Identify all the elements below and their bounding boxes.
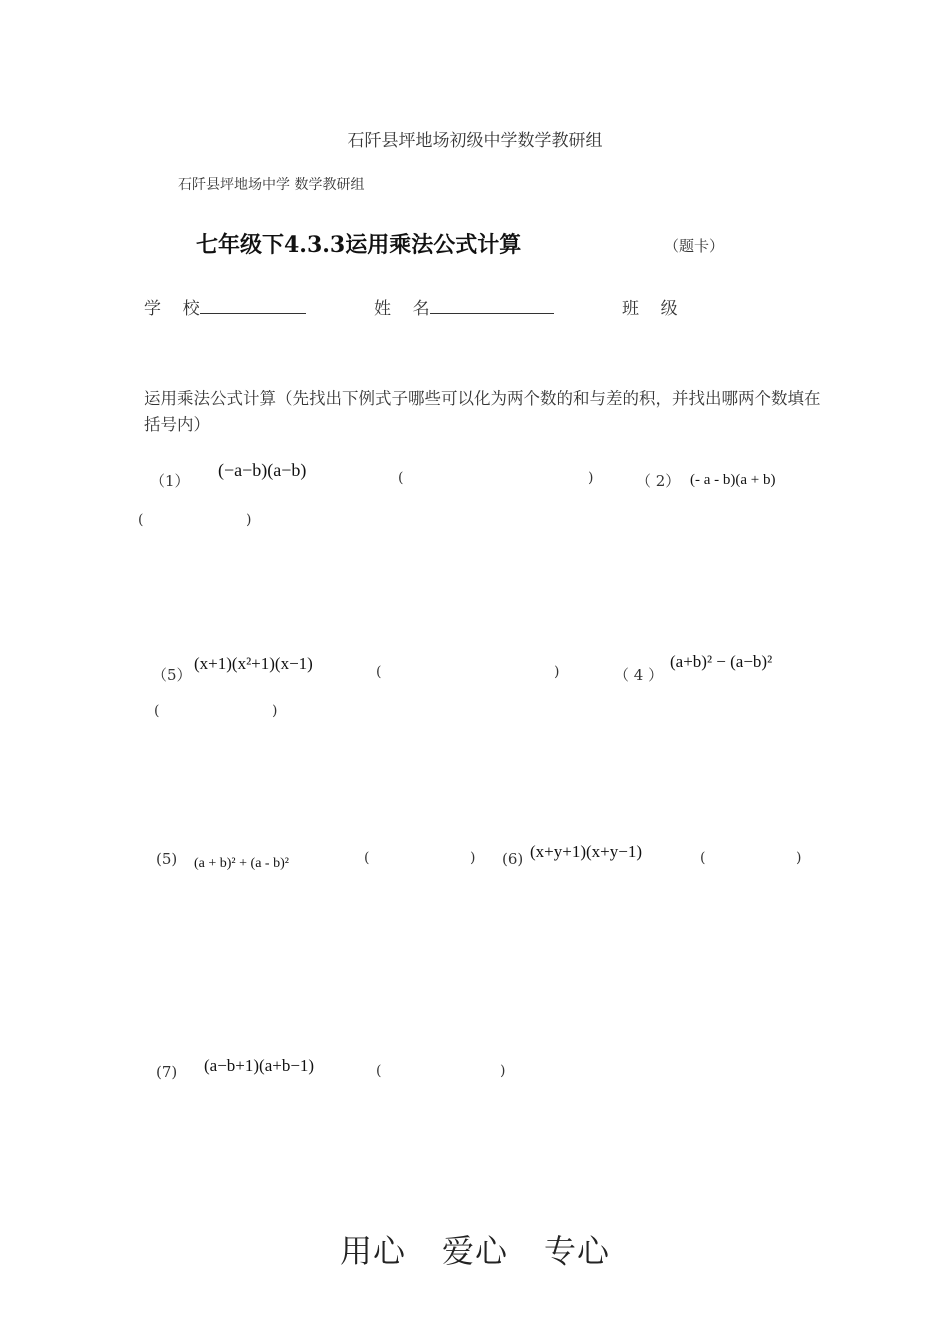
- page-title: 七年级下4.3.3运用乘法公式计算: [196, 232, 522, 258]
- answer-2-open-paren[interactable]: (: [138, 512, 144, 528]
- problem-6-expression: (x+y+1)(x+y−1): [530, 842, 642, 861]
- school-label: 学 校: [144, 299, 200, 319]
- name-label: 姓 名: [374, 299, 430, 319]
- problem-4-expression: (a+b)² − (a−b)²: [670, 652, 773, 671]
- problem-5-expression: (a + b)² + (a - b)²: [194, 856, 289, 871]
- class-label: 班 级: [622, 299, 678, 319]
- instructions: 运用乘法公式计算（先找出下例式子哪些可以化为两个数的和与差的积，并找出哪两个数填在括号内）: [144, 389, 821, 434]
- problem-7-expression: (a−b+1)(a+b−1): [204, 1056, 315, 1075]
- problem-2-expression: (- a - b)(a + b): [690, 472, 776, 488]
- answer-7-close-paren[interactable]: ): [500, 1063, 506, 1079]
- name-field: [374, 294, 554, 319]
- footer-word-3: 专心: [544, 1232, 611, 1270]
- answer-3-open-paren[interactable]: (: [376, 664, 382, 680]
- name-blank[interactable]: [430, 297, 554, 314]
- problem-1-expression: (−a−b)(a−b): [218, 460, 307, 480]
- problem-3-expression: (x+1)(x²+1)(x−1): [194, 654, 313, 673]
- footer-word-2: 爱心: [441, 1232, 508, 1270]
- answer-4-open-paren[interactable]: (: [154, 703, 160, 719]
- class-field: [622, 294, 678, 319]
- answer-5-open-paren[interactable]: (: [364, 850, 370, 866]
- problem-1-label: （1）: [150, 472, 190, 490]
- problem-3-label: （5）: [152, 666, 192, 684]
- answer-6-close-paren[interactable]: ): [796, 850, 802, 866]
- answer-4-close-paren[interactable]: ): [272, 703, 278, 719]
- answer-1-close-paren[interactable]: ): [588, 470, 594, 486]
- problem-7-label: (7): [156, 1063, 178, 1081]
- answer-7-open-paren[interactable]: (: [376, 1063, 382, 1079]
- answer-1-open-paren[interactable]: (: [398, 470, 404, 486]
- answer-6-open-paren[interactable]: (: [700, 850, 706, 866]
- school-blank[interactable]: [200, 297, 306, 314]
- answer-3-close-paren[interactable]: ): [554, 664, 560, 680]
- answer-5-close-paren[interactable]: ): [470, 850, 476, 866]
- page-footer: [0, 1226, 950, 1272]
- answer-2-close-paren[interactable]: ): [246, 512, 252, 528]
- title-tag: （题卡）: [664, 237, 725, 255]
- school-field: [144, 294, 306, 319]
- page-subtitle: 石阡县坪地场中学 数学教研组: [178, 177, 365, 193]
- page-header: 石阡县坪地场初级中学数学教研组: [347, 131, 603, 151]
- footer-word-1: 用心: [339, 1232, 406, 1270]
- problem-2-label: （ 2）: [636, 472, 681, 490]
- problem-5-label: (5): [156, 850, 178, 868]
- problem-4-label: （ 4 ）: [614, 666, 664, 684]
- problem-6-label: (6): [502, 850, 524, 868]
